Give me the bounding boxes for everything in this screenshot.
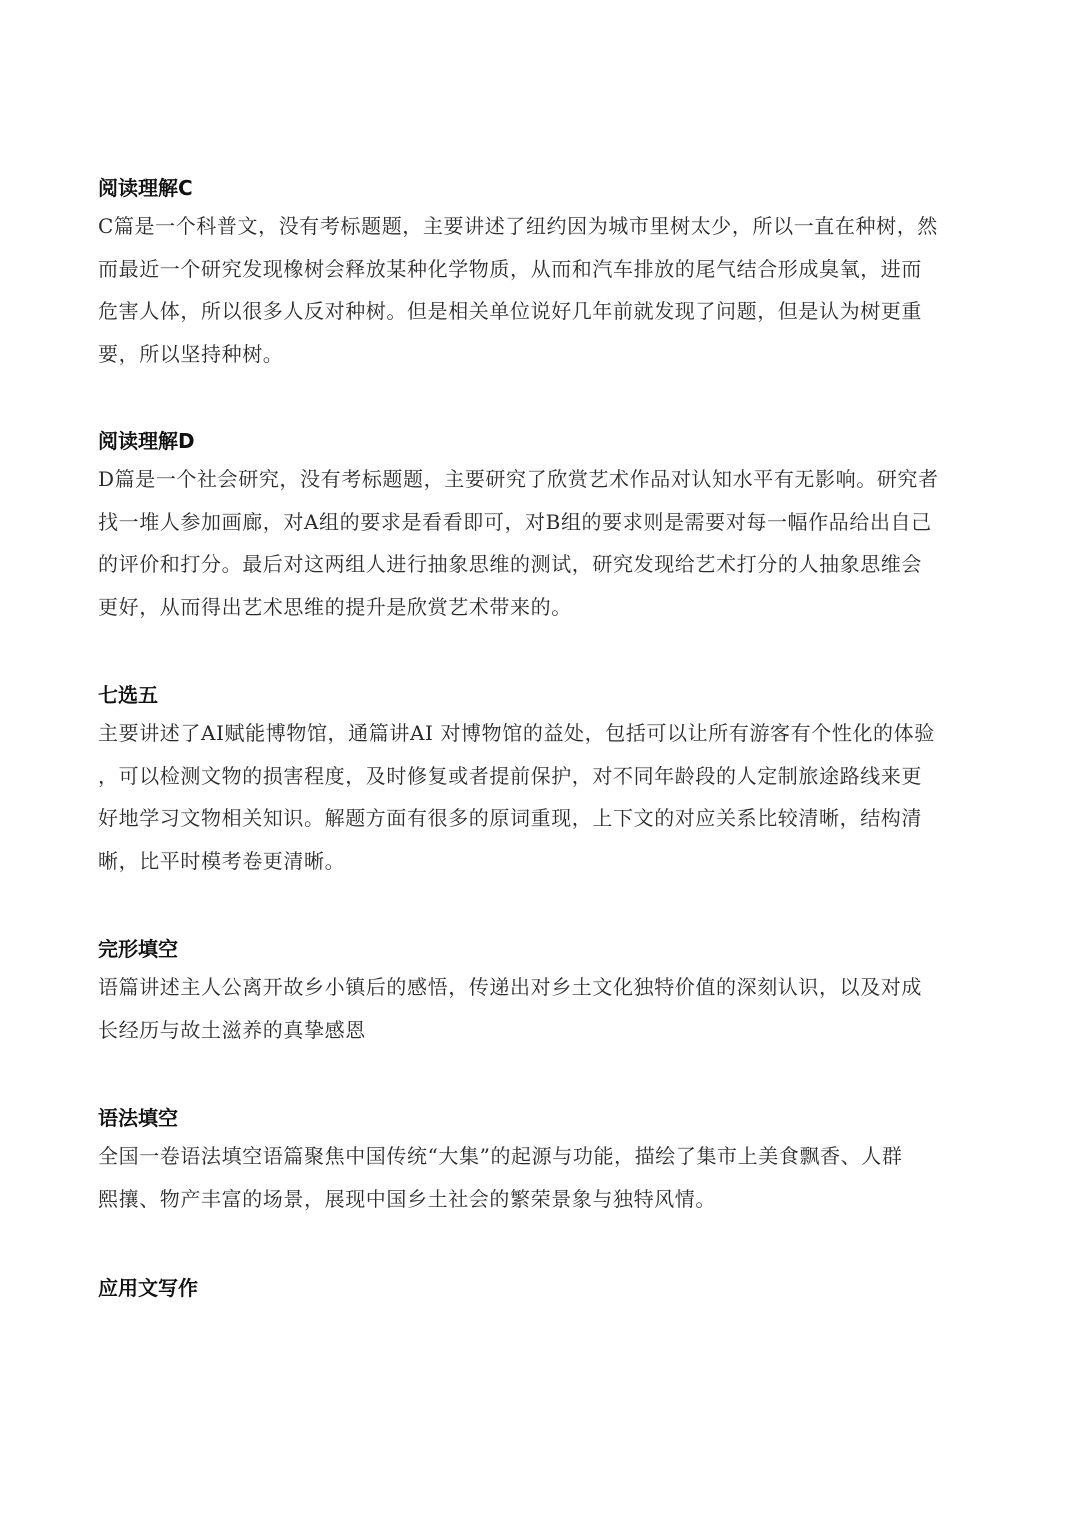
section-cloze — [98, 935, 982, 1051]
text-line: 长经历与故土滋养的真挚感恩 — [98, 1017, 366, 1042]
section-grammar-fill — [98, 1104, 982, 1220]
text-line: 好地学习文物相关知识。解题方面有很多的原词重现，上下文的对应关系比较清晰，结构清 — [98, 806, 922, 830]
text-line: 主要讲述了AI赋能博物馆，通篇讲AI 对博物馆的益处，包括可以让所有游客有个性化的体验 — [98, 721, 935, 745]
section-body — [98, 966, 982, 1051]
section-heading: 阅读理解D — [98, 429, 195, 453]
text-line: 的评价和打分。最后对这两组人进行抽象思维的测试，研究发现给艺术打分的人抽象思维会 — [98, 552, 922, 576]
section-heading: 应用文写作 — [98, 1276, 198, 1300]
section-body — [98, 458, 982, 628]
text-line: D篇是一个社会研究，没有考标题题，主要研究了欣赏艺术作品对认知水平有无影响。研究者 — [98, 467, 939, 491]
section-heading: 语法填空 — [98, 1106, 178, 1130]
text-line: 找一堆人参加画廊，对A组的要求是看看即可，对B组的要求则是需要对每一幅作品给出自己 — [98, 509, 932, 534]
text-line: 晰，比平时模考卷更清晰。 — [98, 848, 346, 873]
section-heading: 阅读理解C — [98, 176, 193, 200]
section-reading-c — [98, 174, 982, 375]
section-reading-d — [98, 427, 982, 628]
section-body — [98, 1135, 982, 1220]
text-line: 全国一卷语法填空语篇聚焦中国传统“大集”的起源与功能，描绘了集市上美食飘香、人群 — [98, 1144, 903, 1168]
section-seven-choose-five — [98, 681, 982, 882]
text-line: 更好，从而得出艺术思维的提升是欣赏艺术带来的。 — [98, 594, 572, 619]
section-heading: 七选五 — [98, 683, 158, 707]
text-line: ，可以检测文物的损害程度，及时修复或者提前保护，对不同年龄段的人定制旅途路线来更 — [98, 763, 922, 788]
text-line: 要，所以坚持种树。 — [98, 341, 284, 366]
section-body — [98, 205, 982, 375]
section-heading: 完形填空 — [98, 937, 178, 961]
text-line: 危害人体，所以很多人反对种树。但是相关单位说好几年前就发现了问题，但是认为树更重 — [98, 299, 922, 323]
text-line: 熙攘、物产丰富的场景，展现中国乡土社会的繁荣景象与独特风情。 — [98, 1186, 716, 1211]
text-line: 而最近一个研究发现橡树会释放某种化学物质，从而和汽车排放的尾气结合形成臭氧，进而 — [98, 256, 922, 281]
section-practical-writing — [98, 1274, 982, 1302]
section-body — [98, 712, 982, 882]
text-line: 语篇讲述主人公离开故乡小镇后的感悟，传递出对乡土文化独特价值的深刻认识，以及对成 — [98, 975, 922, 999]
text-line: C篇是一个科普文，没有考标题题，主要讲述了纽约因为城市里树太少，所以一直在种树，然 — [98, 214, 938, 238]
